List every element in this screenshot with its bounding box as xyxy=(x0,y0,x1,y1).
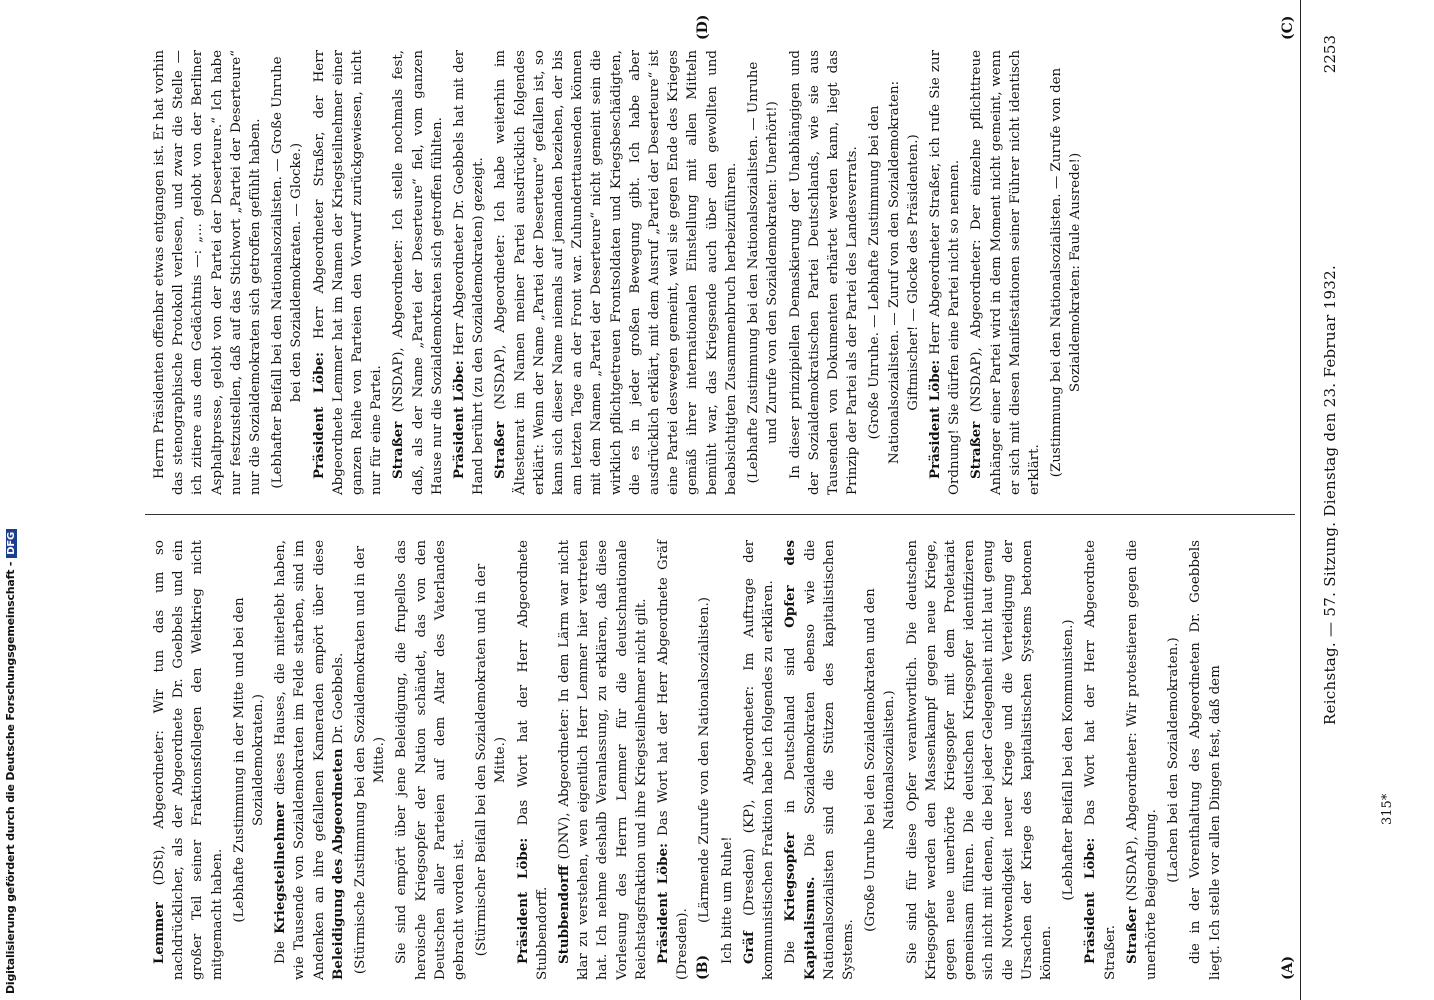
paragraph-text: Dr. Goebbels. xyxy=(330,652,346,749)
stage-text: (Zustimmung bei den Nationalsozialisten. — Zurufe von den Sozialdemokraten: Faule Ausrede!) xyxy=(1049,67,1084,478)
speaker-name: Präsident Löbe: xyxy=(451,360,468,479)
paragraph-text: Sie sind für diese Opfer verantwortlich. Die deutschen Kriegsopfer werden den Massenkampf gegen neue Kriege, gegen neue unerhörte Kriegsopfer mit dem Proletariat gemeinsam führen. Die deutschen Kriegsopfer identifizieren sich nicht mit denen, die bei jeder Gelegenheit nicht laut genug die Notwendigkeit neuer Kriege und die Verteidigung der Ursachen der Kriege des kapitalistischen Systems betonen können. xyxy=(904,540,1054,980)
emphasis-text: Beleidigung des Abgeordneten xyxy=(329,748,346,980)
column-separator xyxy=(145,514,1295,515)
header-rule xyxy=(1300,0,1301,1000)
stage-text: (Lärmende Zurufe von den Nationalsozialisten.) xyxy=(697,597,713,923)
text-paragraph xyxy=(150,50,265,495)
left-column xyxy=(150,540,1295,980)
speech-paragraph xyxy=(310,50,387,495)
speech-paragraph xyxy=(389,50,447,495)
stage-text: (Stürmische Zustimmung bei den Sozialdemokraten und in der Mitte.) xyxy=(353,545,388,975)
stage-text: (Lebhafter Beifall bei den Kommunisten.) xyxy=(1061,619,1077,901)
stage-direction xyxy=(1164,540,1183,980)
speech-text: Herr Abgeordneter Straßer, der Herr Abgeordnete Lemmer hat im Namen der Kriegsteilnehmer einer ganzen Reihe von Parteien den Vorwurf zurückgewiesen, nicht nur für eine Partei. xyxy=(311,50,385,495)
speech-paragraph xyxy=(514,540,552,980)
speech-text: (NSDAP), Abgeordneter: Ich habe weiterhin im Ältestenrat im Namen meiner Partei ausdrücklich folgendes erklärt: Wenn der Name „Partei der Deserteure“ gefallen ist, so kann sich dieser Name niemals auf jemanden beziehen, der bis am letzten Tage an der Front war. Zuhunderttausenden können mit dem Namen „Partei der Deserteure“ nicht gemeint sein die wirklich pflichtgetreuen Frontsoldaten und Kriegsbeschädigten, die es in jeder großen Bewegung gibt. Ich habe aber ausdrücklich erklärt, mit dem Ausruf „Partei der Deserteure“ ist eine Partei deswegen gemeint, weil sie gegen Ende des Krieges gemäß ihrer internationalen Einstellung mit allen Mitteln bemüht war, das Kriegsende auch über den gewollten und beabsichtigten Zusammenbruch herbeizuführen. xyxy=(493,50,739,495)
speaker-name: Straßer xyxy=(968,421,985,479)
speech-text: (NSDAP), Abgeordneter: Der einzelne pflichttreue Anhänger einer Partei wird in dem Moment nicht gemeint, wenn er sich mit diesen Manifestationen seiner Führer nicht identisch erklärt. xyxy=(969,50,1042,495)
paragraph-text: Sie sind empört über jene Beleidigung, die frupellos das heroische Kriegsopfer der Nation schändet, das von den Deutschen aller Parteien auf dem Altar des Vaterlandes gebracht worden ist. xyxy=(394,540,468,980)
speech-text: (NSDAP), Abgeordneter: Ich stelle nochmals fest, daß, als der Name „Partei der Deserteure“ fiel, vom ganzen Hause nur die Sozialdemokraten sich getroffen fühlten. xyxy=(391,50,445,495)
speech-text: Herr Abgeordneter Straßer, ich rufe Sie zur Ordnung! Sie dürfen eine Partei nicht so nennen. xyxy=(927,50,963,495)
speech-paragraph xyxy=(1123,540,1161,980)
text-paragraph xyxy=(1186,540,1224,980)
speech-text: (DSt), Abgeordneter: Wir tun das um so nachdrücklicher, als der Abgeordnete Dr. Goebbels und ein großer Teil seiner Fraktionsfollegen den Weltkrieg nicht mitgemacht haben. xyxy=(152,540,225,980)
text-paragraph xyxy=(718,540,737,980)
emphasis-text: Kriegsopfer xyxy=(782,832,799,922)
stage-direction xyxy=(865,50,923,495)
stage-text: (Lachen bei den Sozialdemokraten.) xyxy=(1166,637,1182,883)
paragraph-text: In dieser prinzipiellen Demaskierung der Unabhängigen und der Sozialdemokratischen Partei Deutschlands, wie sie aus Tausenden von Dokumenten erhärtet werden kann, liegt das Prinzip der Partei als der Partei des Landesverrats. xyxy=(787,50,861,495)
stage-text: (Stürmischer Beifall bei den Sozialdemokraten und in der Mitte.) xyxy=(474,563,509,957)
stage-direction xyxy=(268,50,306,495)
stage-direction xyxy=(1059,540,1078,980)
stage-direction xyxy=(351,540,389,980)
paragraph-text: Herrn Präsidenten offenbar etwas entgangen ist. Er hat vorhin das stenographische Protokoll verlesen, und zwar die Stelle — ich zitiere aus dem Gedächtnis —: „... gelobt von der Berliner Asphaltpresse, gelobt von der Partei der Deserteure.“ Ich habe nur festzustellen, daß auf das Stichwort „Partei der Deserteure“ nur die Sozialdemokraten sich getroffen gefühlt haben. xyxy=(152,50,264,495)
emphasis-text: Opfer des Kapitalismus. xyxy=(782,540,818,980)
sheet-signature: 315* xyxy=(1380,793,1395,825)
stage-direction xyxy=(230,540,268,980)
speech-paragraph xyxy=(450,50,488,495)
speaker-name: Straßer xyxy=(390,421,407,479)
speech-text: (NSDAP), Abgeordneter: Wir protestieren gegen die unerhörte Beigendigung. xyxy=(1124,540,1159,980)
stage-text: (Lebhafte Zustimmung bei den Nationalsozialisten. — Unruhe und Zurufe von den Sozialdemokraten: Unerhört!) xyxy=(746,61,781,484)
emphasis-text: Kriegsteilnehmer xyxy=(272,802,289,934)
stage-direction xyxy=(472,540,510,980)
speaker-name: Präsident Löbe: xyxy=(655,843,672,964)
margin-mark-d: (D) xyxy=(695,14,711,40)
stage-text: (Große Unruhe bei den Sozialdemokraten und den Nationalsozialisten.) xyxy=(863,588,898,932)
speech-paragraph xyxy=(740,540,778,980)
speaker-name: Straßer xyxy=(492,421,509,479)
margin-mark-a: (A) xyxy=(1280,955,1296,980)
text-paragraph xyxy=(271,540,348,980)
text-paragraph xyxy=(786,50,863,495)
speech-text: Das Wort hat der Herr Abgeordnete Gräf (Dresden). xyxy=(656,540,691,980)
paragraph-text: Ich bitte um Ruhe! xyxy=(719,836,735,964)
page-header xyxy=(1315,5,1355,985)
paragraph-text: Die xyxy=(783,921,799,964)
paragraph-text: in Deutschland sind xyxy=(783,627,799,833)
speech-paragraph xyxy=(967,50,1044,495)
paragraph-text: Die Sozialdemokraten ebenso wie die Nationalsozialisten sind die Stützen des kapitalistischen Systems. xyxy=(802,540,856,980)
right-column xyxy=(150,50,1295,495)
margin-mark-b: (B) xyxy=(695,954,711,980)
dfg-logo: DFG xyxy=(6,529,17,558)
paragraph-text: dieses Hauses, die miterlebt haben, wie Tausende von Sozialdemokraten im Felde starben, sind im Andenken an ihre gefallenen Kameraden empört über diese xyxy=(273,540,327,980)
speech-text: Das Wort hat der Herr Abgeordnete Straßer. xyxy=(1083,540,1118,980)
stage-text: (Große Unruhe. — Lebhafte Zustimmung bei den Nationalsozialisten. — Zuruf von den Sozialdemokraten: Giftmischer! — Glocke des Präsidenten.) xyxy=(867,80,921,465)
speech-text: (DNV), Abgeordneter: In dem Lärm war nicht klar zu verstehen, wen eigentlich Herr Lemmer hier vertreten hat. Ich nehme deshalb Veranlassung, zu erklären, daß diese Vorlesung des Herrn Lemmer für die deutschnationale Reichstagsfraktion und ihre Kriegsteilnehmer nicht gilt. xyxy=(557,540,649,980)
speaker-name: Präsident Löbe: xyxy=(514,837,531,964)
stage-direction xyxy=(695,540,714,980)
speaker-name: Lemmer xyxy=(151,902,167,964)
stage-direction xyxy=(744,50,782,495)
speaker-name: Präsident Löbe: xyxy=(310,352,327,479)
paragraph-text: die in der Vorenthaltung des Abgeordneten Dr. Goebbels liegt. Ich stelle vor allen Dingen fest, daß dem xyxy=(1188,540,1223,980)
credit-line xyxy=(4,529,17,994)
speech-paragraph xyxy=(491,50,741,495)
margin-mark-c: (C) xyxy=(1280,15,1296,40)
page-number: 2253 xyxy=(1321,35,1339,74)
text-paragraph xyxy=(392,540,469,980)
speech-paragraph xyxy=(150,540,227,980)
speech-paragraph xyxy=(1081,540,1119,980)
speech-paragraph xyxy=(555,540,651,980)
paragraph-text: Die xyxy=(273,933,289,964)
stage-text: (Lebhafte Zustimmung in der Mitte und bei den Sozialdemokraten.) xyxy=(231,597,267,923)
speaker-name: Stubbendorff xyxy=(556,865,573,964)
speech-text: (Dresden) (KP), Abgeordneter: Im Auftrage der kommunistischen Fraktion habe ich folgendes zu erklären. xyxy=(741,540,777,980)
speaker-name: Straßer xyxy=(1123,906,1140,964)
text-paragraph xyxy=(903,540,1057,980)
speaker-name: Präsident Löbe: xyxy=(926,359,943,479)
speech-text: Das Wort hat der Herr Abgeordnete Stubbendorff. xyxy=(515,540,550,980)
speech-paragraph xyxy=(926,50,964,495)
speaker-name: Gräf xyxy=(740,931,757,964)
speech-text: Herr Abgeordneter Dr. Goebbels hat mit der Hand berührt (zu den Sozialdemokraten) gezeigt. xyxy=(452,50,487,495)
header-title: Reichstag. — 57. Sitzung. Dienstag den 23. Februar 1932. xyxy=(1321,264,1339,726)
stage-direction xyxy=(1047,50,1085,495)
speech-paragraph xyxy=(654,540,692,980)
stage-direction xyxy=(861,540,899,980)
credit-text: Digitalisierung gefördert durch die Deutsche Forschungsgemeinschaft - xyxy=(4,561,17,994)
stage-text: (Lebhafter Beifall bei den Nationalsozialisten. — Große Unruhe bei den Sozialdemokraten. — Glocke.) xyxy=(270,56,305,489)
speaker-name: Präsident Löbe: xyxy=(1082,837,1099,964)
text-paragraph xyxy=(781,540,858,980)
